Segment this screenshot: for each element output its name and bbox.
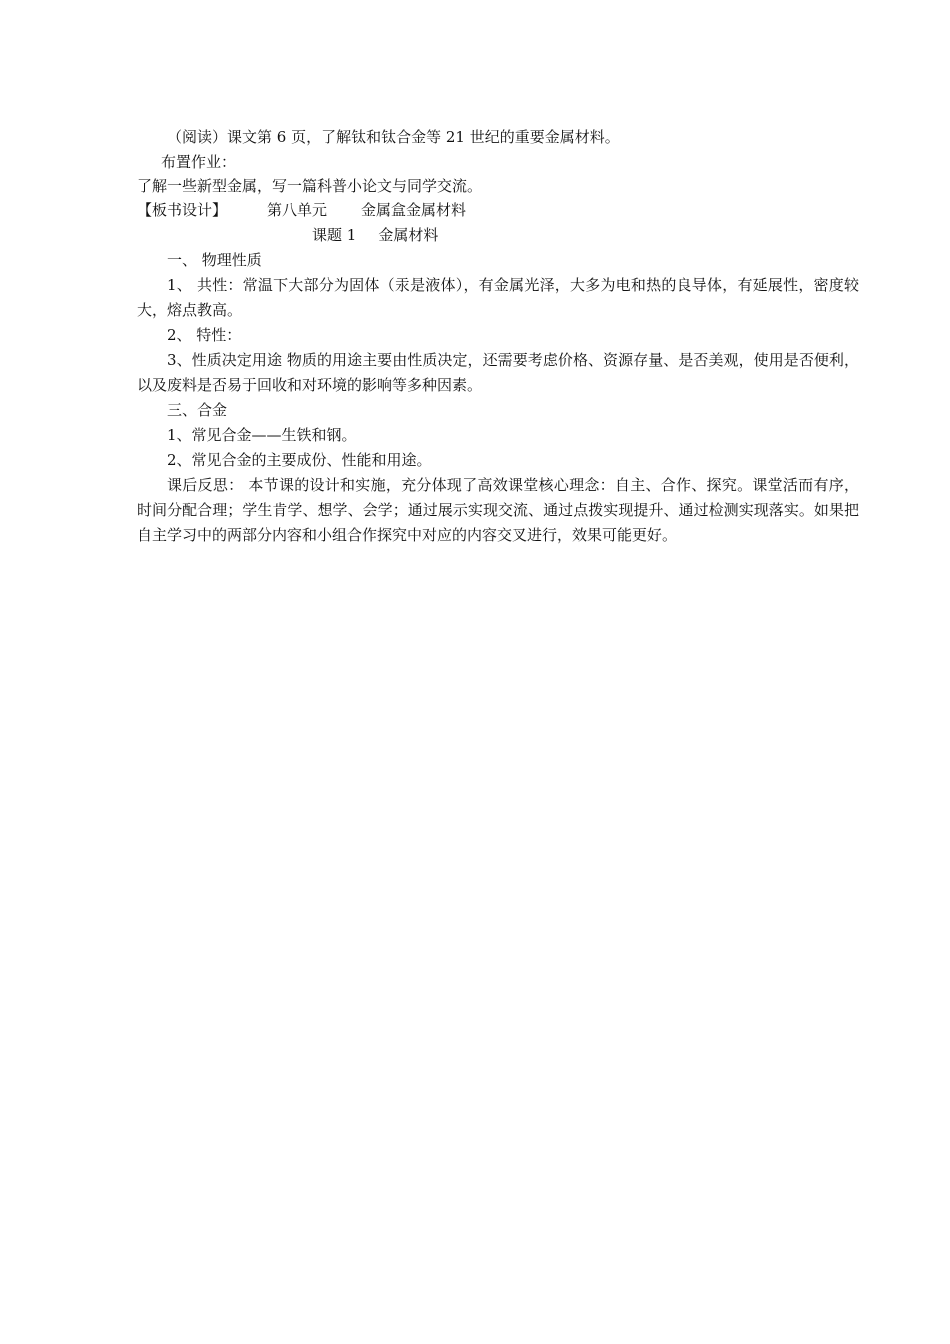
board-label: 【板书设计】 (137, 201, 228, 219)
item2-text: 2、 特性： (167, 326, 242, 344)
section1-text: 一、 物理性质 (167, 251, 262, 269)
board-design-line (137, 198, 859, 223)
reading-line (137, 125, 859, 150)
item-common-properties: 1、 共性：常温下大部分为固体（汞是液体），有金属光泽，大多为电和热的良导体，有延展性，密度较大，熔点教高。 (137, 276, 859, 319)
unit-title: 第八单元 (267, 201, 328, 219)
homework-text: 了解一些新型金属，写一篇科普小论文与同学交流。 (137, 177, 483, 195)
item-special-properties (137, 323, 859, 348)
homework-heading-text: 布置作业： (161, 153, 237, 171)
alloy-item-1 (137, 423, 859, 448)
alloy2-text: 2、常见合金的主要成份、性能和用途。 (167, 451, 432, 469)
alloy-item-2 (137, 448, 859, 473)
section-alloys (137, 398, 859, 423)
homework-heading (137, 150, 859, 175)
section3-text: 三、合金 (167, 401, 228, 419)
reading-text: （阅读）课文第 6 页，了解钛和钛合金等 21 世纪的重要金属材料。 (167, 128, 620, 146)
section-physical-properties (137, 248, 859, 273)
topic-label: 课题 1 (312, 226, 357, 244)
topic-title: 金属材料 (378, 226, 439, 244)
unit-subtitle: 金属盒金属材料 (361, 201, 467, 219)
item-properties-uses: 3、性质决定用途 物质的用途主要由性质决定，还需要考虑价格、资源存量、是否美观，使用是否便利，以及废料是否易于回收和对环境的影响等多种因素。 (137, 351, 859, 394)
alloy1-text: 1、常见合金——生铁和钢。 (167, 426, 357, 444)
topic-line (137, 223, 859, 248)
reflection-paragraph: 课后反思： 本节课的设计和实施，充分体现了高效课堂核心理念：自主、合作、探究。课堂活而有序，时间分配合理；学生肯学、想学、会学；通过展示实现交流、通过点拨实现提升、通过检测实现落实。如果把自主学习中的两部分内容和小组合作探究中对应的内容交叉进行，效果可能更好。 (137, 476, 859, 544)
